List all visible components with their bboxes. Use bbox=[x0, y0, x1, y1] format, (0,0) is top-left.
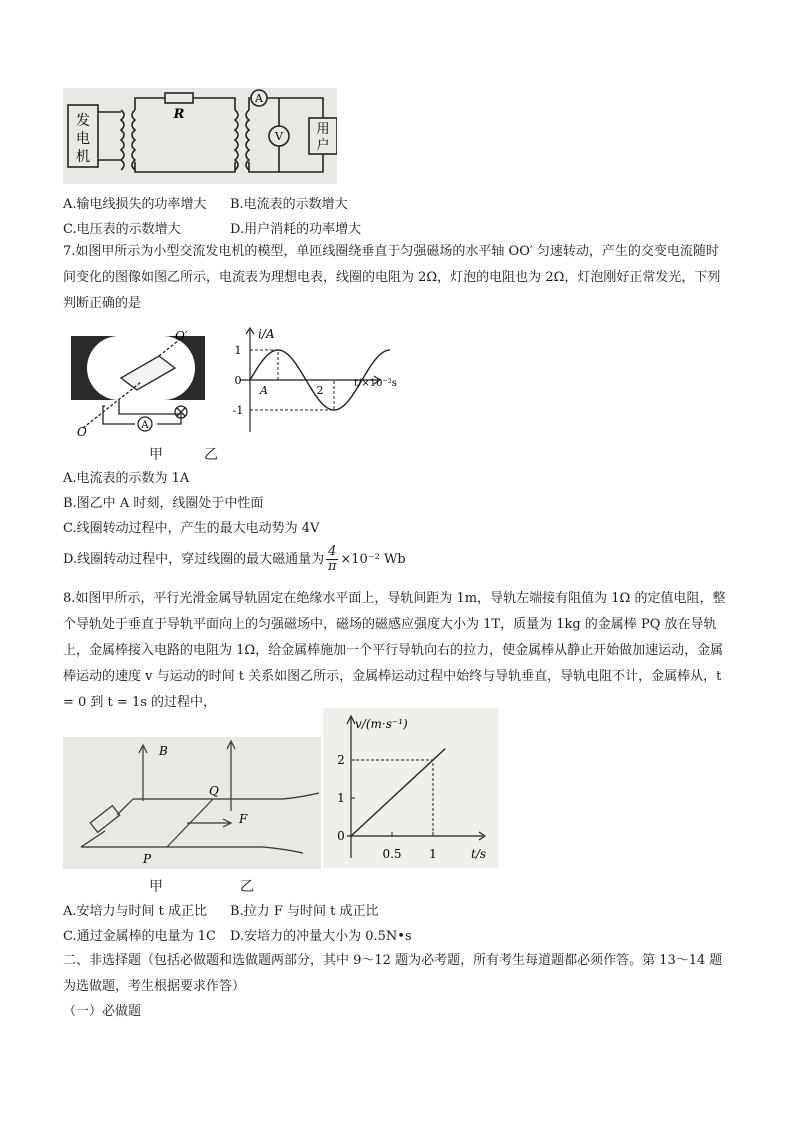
q8-b-label: B bbox=[159, 744, 168, 758]
q8-option-b: B.拉力 F 与时间 t 成正比 bbox=[230, 904, 379, 919]
q7-option-a: A.电流表的示数为 1A bbox=[63, 471, 190, 486]
current-time-graph bbox=[228, 322, 428, 438]
q8-fig-jia-caption: 甲 bbox=[149, 879, 163, 895]
generator-model-drawing bbox=[63, 328, 213, 438]
coil-1-secondary bbox=[132, 110, 135, 170]
q7-fig-yi-caption: 乙 bbox=[204, 447, 218, 463]
line-resistor bbox=[165, 93, 193, 103]
coil-1-primary bbox=[121, 110, 124, 170]
q8-option-a: A.安培力与时间 t 成正比 bbox=[63, 904, 208, 919]
resistor-label: R bbox=[173, 107, 185, 122]
axis-o-label: O bbox=[77, 425, 87, 438]
q8-f-label: F bbox=[239, 812, 248, 826]
ammeter-label: A bbox=[255, 92, 263, 105]
resistor-symbol bbox=[90, 806, 119, 833]
q7-fig-jia-caption: 甲 bbox=[149, 447, 163, 463]
q8-stem: 8.如图甲所示，平行光滑金属导轨固定在绝缘水平面上，导轨间距为 1m，导轨左端接有阻值为 1Ω 的定值电阻，整个导轨处于垂直于导轨平面向上的匀强磁场中，磁场的磁感应强度大小为 1T，质量为 1kg 的金属棒 PQ 放在导轨上，金属棒接入电路的电阻为 1Ω，给金属棒施加一个平行导轨向右的拉力，使金属棒从静止开始做加速运动，金属棒运动的速度 v 与运动的时间 t 关系如图乙所示，金属棒运动过程中始终与导轨垂直，导轨电阻不计，金属棒从，t = 0 到 t = 1s 的过程中， bbox=[63, 591, 726, 710]
coil-2-secondary bbox=[246, 110, 249, 170]
magnet-left bbox=[71, 336, 119, 400]
coil-2-primary bbox=[235, 110, 238, 170]
chart-v-ytick-0: 0 bbox=[337, 829, 345, 843]
q8-option-c: C.通过金属棒的电量为 1C bbox=[63, 929, 216, 944]
transformer-circuit-drawing bbox=[63, 88, 337, 184]
user-char-1: 用 bbox=[316, 122, 330, 137]
fraction-denominator: π bbox=[327, 559, 337, 574]
coil-loop bbox=[121, 356, 175, 390]
q7-option-d-suffix: ×10⁻² Wb bbox=[340, 552, 406, 567]
user-char-2: 户 bbox=[316, 138, 330, 153]
q7-option-c: C.线圈转动过程中，产生的最大电动势为 4V bbox=[63, 521, 320, 536]
q7-current-chart bbox=[228, 322, 428, 438]
peak-dashed-guide bbox=[250, 350, 278, 380]
chart-i-xtick-2: 2 bbox=[316, 384, 324, 397]
q7-generator-figure bbox=[63, 328, 213, 438]
q8-q-label: Q bbox=[209, 784, 219, 798]
section2-heading: 二、非选择题（包括必做题和选做题两部分，其中 9～12 题为必考题，所有考生每道题都必须作答。第 13～14 题为选做题，考生根据要求作答） bbox=[63, 953, 723, 994]
chart-v-ylabel: v/(m·s⁻¹) bbox=[355, 717, 408, 731]
q6-option-b: B.电流表的示数增大 bbox=[230, 197, 348, 212]
chart-v-xlabel: t/s bbox=[471, 847, 487, 861]
left-rail-segment bbox=[81, 799, 133, 847]
q7-option-d-fraction bbox=[326, 545, 338, 574]
q8-option-d: D.安培力的冲量大小为 0.5N•s bbox=[230, 929, 412, 944]
section2-subheading: （一）必做题 bbox=[63, 1004, 142, 1019]
chart-v-ytick-1: 1 bbox=[337, 791, 345, 805]
q8-p-label: P bbox=[143, 852, 152, 866]
lower-rail bbox=[81, 847, 303, 853]
generator-char-1: 发 bbox=[76, 113, 90, 129]
chart-i-ytick-neg1: -1 bbox=[232, 404, 244, 417]
q7-option-d-prefix: D.线圈转动过程中，穿过线圈的最大磁通量为 bbox=[63, 552, 325, 567]
chart-v-ytick-2: 2 bbox=[337, 753, 345, 767]
q6-option-d: D.用户消耗的功率增大 bbox=[230, 222, 362, 237]
chart-i-ytick-0: 0 bbox=[234, 374, 242, 387]
fraction-numerator: 4 bbox=[328, 544, 337, 559]
axis-o-prime-label: O′ bbox=[175, 329, 188, 343]
generator-char-3: 机 bbox=[76, 149, 90, 165]
rails-drawing bbox=[63, 737, 321, 869]
q7-option-b: B.图乙中 A 时刻，线圈处于中性面 bbox=[63, 496, 264, 511]
transformer-circuit-figure bbox=[63, 88, 337, 184]
chart-v-xtick-1: 1 bbox=[429, 847, 437, 861]
generator-char-2: 电 bbox=[76, 131, 90, 147]
voltmeter-label: V bbox=[275, 130, 283, 143]
chart-i-ylabel: i/A bbox=[258, 327, 275, 341]
q8-velocity-chart bbox=[323, 708, 499, 868]
chart-i-xlabel: t/×10⁻²s bbox=[354, 378, 397, 389]
q8-fig-yi-caption: 乙 bbox=[240, 879, 254, 895]
velocity-time-graph bbox=[323, 708, 499, 868]
q7-option-d bbox=[63, 544, 406, 576]
q6-option-a: A.输电线损失的功率增大 bbox=[63, 197, 207, 212]
q7-stem: 7.如图甲所示为小型交流发电机的模型，单匝线圈绕垂直于匀强磁场的水平轴 OO′ 匀速转动，产生的交变电流随时间变化的图像如图乙所示，电流表为理想电表，线圈的电阻为 2Ω，灯泡的电阻也为 2Ω，灯泡刚好正常发光，下列判断正确的是 bbox=[63, 244, 721, 311]
q7-fig-ammeter-label: A bbox=[141, 420, 149, 431]
chart-i-ytick-1: 1 bbox=[234, 344, 242, 357]
upper-rail bbox=[133, 793, 319, 799]
chart-v-xtick-05: 0.5 bbox=[382, 847, 402, 861]
q6-option-c: C.电压表的示数增大 bbox=[63, 222, 181, 237]
q8-rails-figure bbox=[63, 737, 321, 869]
chart-i-xtick-a: A bbox=[260, 384, 268, 397]
